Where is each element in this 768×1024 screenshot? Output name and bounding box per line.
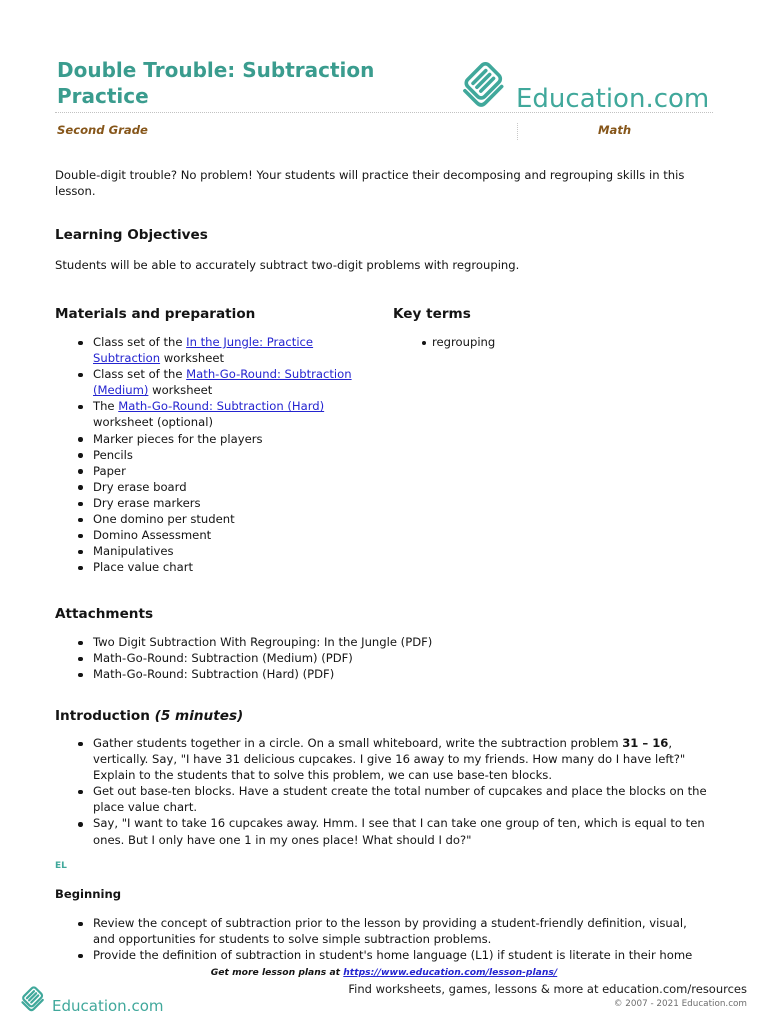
list-item: Say, "I want to take 16 cupcakes away. Hmm. I see that I can take one group of ten, which is equal to ten ones. But I only have one 1 in my ones place! What should I do?" bbox=[93, 815, 733, 847]
learning-objectives-text: Students will be able to accurately subtract two-digit problems with regrouping. bbox=[55, 258, 520, 272]
grade-label: Second Grade bbox=[57, 123, 148, 137]
worksheet-link-in-the-jungle[interactable]: In the Jungle: Practice Subtraction bbox=[93, 335, 314, 366]
worksheet-link-medium[interactable]: Math-Go-Round: Subtraction (Medium) bbox=[93, 367, 352, 398]
item-text: worksheet bbox=[160, 351, 225, 366]
list-item: Domino Assessment bbox=[93, 527, 368, 543]
header-divider bbox=[55, 112, 713, 113]
item-text: , vertically. Say, "I have 31 delicious cupcakes. I give 16 away to my friends. How many do I have left?" Explain to the students that to solve this problem, we can use base-ten blocks. bbox=[93, 736, 686, 783]
list-item bbox=[93, 366, 368, 398]
list-item: Pencils bbox=[93, 447, 368, 463]
list-item bbox=[93, 735, 733, 783]
education-logo-icon bbox=[454, 54, 514, 112]
list-item: Provide the definition of subtraction in student's home language (L1) if student is literate in their home bbox=[93, 947, 733, 963]
list-item: Manipulatives bbox=[93, 543, 368, 559]
list-item: Dry erase board bbox=[93, 479, 368, 495]
el-level-heading: Beginning bbox=[55, 887, 122, 901]
footer-copyright: © 2007 - 2021 Education.com bbox=[613, 999, 747, 1009]
footer-logo-text: Education.com bbox=[52, 997, 164, 1015]
section-duration: (5 minutes) bbox=[154, 708, 244, 724]
section-title: Introduction bbox=[55, 708, 150, 724]
list-item: regrouping bbox=[432, 334, 632, 350]
list-item: Math-Go-Round: Subtraction (Medium) (PDF) bbox=[93, 650, 733, 666]
materials-list bbox=[55, 334, 368, 575]
list-item bbox=[93, 398, 368, 430]
lesson-description: Double-digit trouble? No problem! Your students will practice their decomposing and regrouping skills in this lesson. bbox=[55, 168, 685, 199]
list-item: Marker pieces for the players bbox=[93, 431, 368, 447]
subtraction-problem: 31 – 16 bbox=[622, 736, 669, 750]
footer-more-text: Get more lesson plans at bbox=[210, 967, 344, 978]
lesson-title: Double Trouble: Subtraction Practice bbox=[57, 58, 375, 108]
footer-resources-text: Find worksheets, games, lessons & more at education.com/resources bbox=[348, 982, 747, 996]
item-text: worksheet (optional) bbox=[93, 415, 213, 430]
brand-logo-text: Education.com bbox=[516, 84, 710, 114]
footer-more-lessons bbox=[0, 967, 768, 979]
item-text: Gather students together in a circle. On a small whiteboard, write the subtraction problem bbox=[93, 736, 623, 750]
education-logo-icon bbox=[16, 982, 50, 1014]
list-item: Paper bbox=[93, 463, 368, 479]
key-terms-list bbox=[393, 334, 632, 350]
list-item: Math-Go-Round: Subtraction (Hard) (PDF) bbox=[93, 666, 733, 682]
materials-heading: Materials and preparation bbox=[55, 306, 256, 322]
item-text: worksheet bbox=[148, 383, 213, 398]
subject-label: Math bbox=[598, 123, 632, 137]
list-item: Dry erase markers bbox=[93, 495, 368, 511]
meta-separator bbox=[517, 123, 518, 140]
item-text: Class set of the bbox=[93, 367, 187, 382]
el-label: EL bbox=[55, 861, 67, 871]
key-terms-heading: Key terms bbox=[393, 306, 471, 322]
list-item: Two Digit Subtraction With Regrouping: In the Jungle (PDF) bbox=[93, 634, 733, 650]
list-item bbox=[93, 334, 368, 366]
worksheet-link-hard[interactable]: Math-Go-Round: Subtraction (Hard) bbox=[118, 399, 325, 414]
learning-objectives-heading: Learning Objectives bbox=[55, 227, 208, 243]
el-beginning-list bbox=[55, 915, 733, 963]
item-text: Class set of the bbox=[93, 335, 187, 349]
lesson-plans-link[interactable]: https://www.education.com/lesson-plans/ bbox=[343, 967, 558, 978]
list-item: One domino per student bbox=[93, 511, 368, 527]
attachments-list bbox=[55, 634, 733, 682]
item-text: The bbox=[93, 399, 119, 414]
introduction-steps bbox=[55, 735, 733, 848]
list-item: Place value chart bbox=[93, 559, 368, 575]
attachments-heading: Attachments bbox=[55, 606, 154, 622]
list-item: Review the concept of subtraction prior to the lesson by providing a student-friendly definition, visual, and opportunities for students to solve simple subtraction problems. bbox=[93, 915, 733, 947]
introduction-heading bbox=[55, 707, 243, 725]
list-item: Get out base-ten blocks. Have a student create the total number of cupcakes and place the blocks on the place value chart. bbox=[93, 783, 733, 815]
